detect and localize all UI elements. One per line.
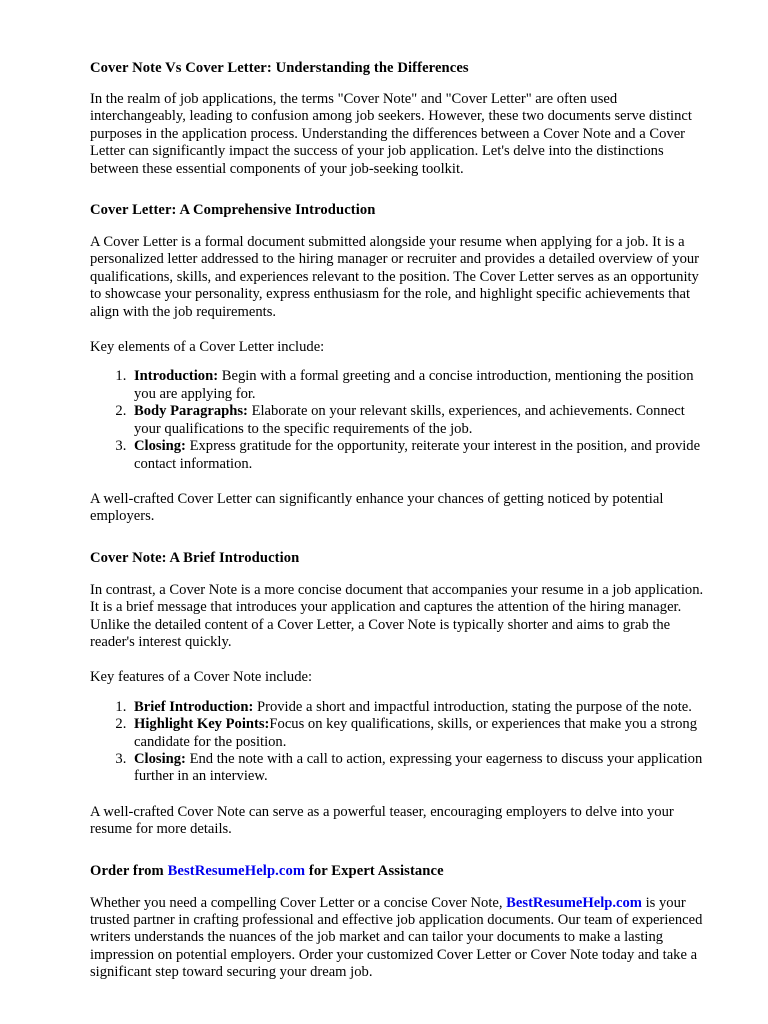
list-item-text: End the note with a call to action, expressing your eagerness to discuss your application further in an interview. — [134, 750, 703, 785]
cover-note-paragraph: In contrast, a Cover Note is a more concise document that accompanies your resume in a job application. It is a brief message that introduces your application and captures the attention of the hiring manager. Unlike the detailed content of a Cover Letter, a Cover Note is typically shorter and aims to grab the reader's interest quickly. — [90, 581, 704, 650]
list-item-term: Closing: — [134, 750, 186, 767]
order-paragraph — [90, 895, 712, 982]
list-item-term: Closing: — [134, 438, 186, 455]
list-item — [130, 699, 712, 716]
order-paragraph-suffix: is your trusted partner in crafting professional and effective job application documents. Our team of experienced writers understands the nuances of the job market and can tailor your documents to make a lasting impression on potential employers. Order your customized Cover Letter or Cover Note today and take a significant step toward securing your dream job. — [90, 894, 703, 981]
list-item-term: Body Paragraphs: — [134, 403, 248, 420]
section-heading-order — [90, 863, 712, 880]
list-item-term: Brief Introduction: — [134, 698, 254, 715]
cover-letter-closing-paragraph: A well-crafted Cover Letter can significantly enhance your chances of getting noticed by potential employers. — [90, 490, 664, 525]
order-heading-suffix: for Expert Assistance — [305, 862, 444, 879]
bestresumehelp-link-body[interactable]: BestResumeHelp.com — [506, 894, 642, 911]
section-heading-cover-note: Cover Note: A Brief Introduction — [90, 549, 300, 566]
list-item-term: Highlight Key Points: — [134, 716, 270, 733]
section-heading-cover-letter: Cover Letter: A Comprehensive Introduction — [90, 202, 376, 219]
list-item-text: Express gratitude for the opportunity, reiterate your interest in the position, and provide contact information. — [134, 438, 701, 472]
list-item — [130, 368, 712, 403]
cover-note-closing-paragraph: A well-crafted Cover Note can serve as a powerful teaser, encouraging employers to delve into your resume for more details. — [90, 803, 674, 838]
list-item — [130, 751, 712, 786]
order-paragraph-prefix: Whether you need a compelling Cover Letter or a concise Cover Note, — [90, 894, 507, 911]
list-item-term: Introduction: — [134, 368, 219, 385]
list-item — [130, 403, 712, 438]
cover-note-list-lead: Key features of a Cover Note include: — [90, 669, 313, 686]
list-item — [130, 438, 712, 473]
cover-note-list — [90, 699, 712, 786]
cover-letter-list — [90, 368, 712, 472]
list-item — [130, 716, 712, 751]
cover-letter-list-lead: Key elements of a Cover Letter include: — [90, 339, 325, 356]
bestresumehelp-link-heading[interactable]: BestResumeHelp.com — [167, 862, 306, 879]
list-item-text: Begin with a formal greeting and a concise introduction, mentioning the position you are applying for. — [134, 368, 694, 402]
intro-paragraph: In the realm of job applications, the terms "Cover Note" and "Cover Letter" are often used interchangeably, leading to confusion among job seekers. However, these two documents serve distinct purposes in the application process. Understanding the differences between a Cover Note and a Cover Letter can significantly impact the success of your job application. Let's delve into the distinctions between these essential components of your job-seeking toolkit. — [90, 91, 692, 177]
document-body — [90, 60, 712, 1000]
order-heading-prefix: Order from — [90, 862, 168, 879]
list-item-text: Provide a short and impactful introduction, stating the purpose of the note. — [256, 698, 692, 715]
page-title: Cover Note Vs Cover Letter: Understanding the Differences — [90, 60, 469, 76]
cover-letter-paragraph: A Cover Letter is a formal document submitted alongside your resume when applying for a job. It is a personalized letter addressed to the hiring manager or recruiter and provides a detailed overview of your qualifications, skills, and experiences relevant to the position. The Cover Letter serves as an opportunity to showcase your personality, express enthusiasm for the role, and highlight specific achievements that align with the job requirements. — [90, 234, 700, 320]
list-item-text: Focus on key qualifications, skills, or experiences that make you a strong candidate for the position. — [134, 716, 697, 750]
list-item-text: Elaborate on your relevant skills, experiences, and achievements. Connect your qualifications to the specific requirements of the job. — [134, 403, 685, 437]
